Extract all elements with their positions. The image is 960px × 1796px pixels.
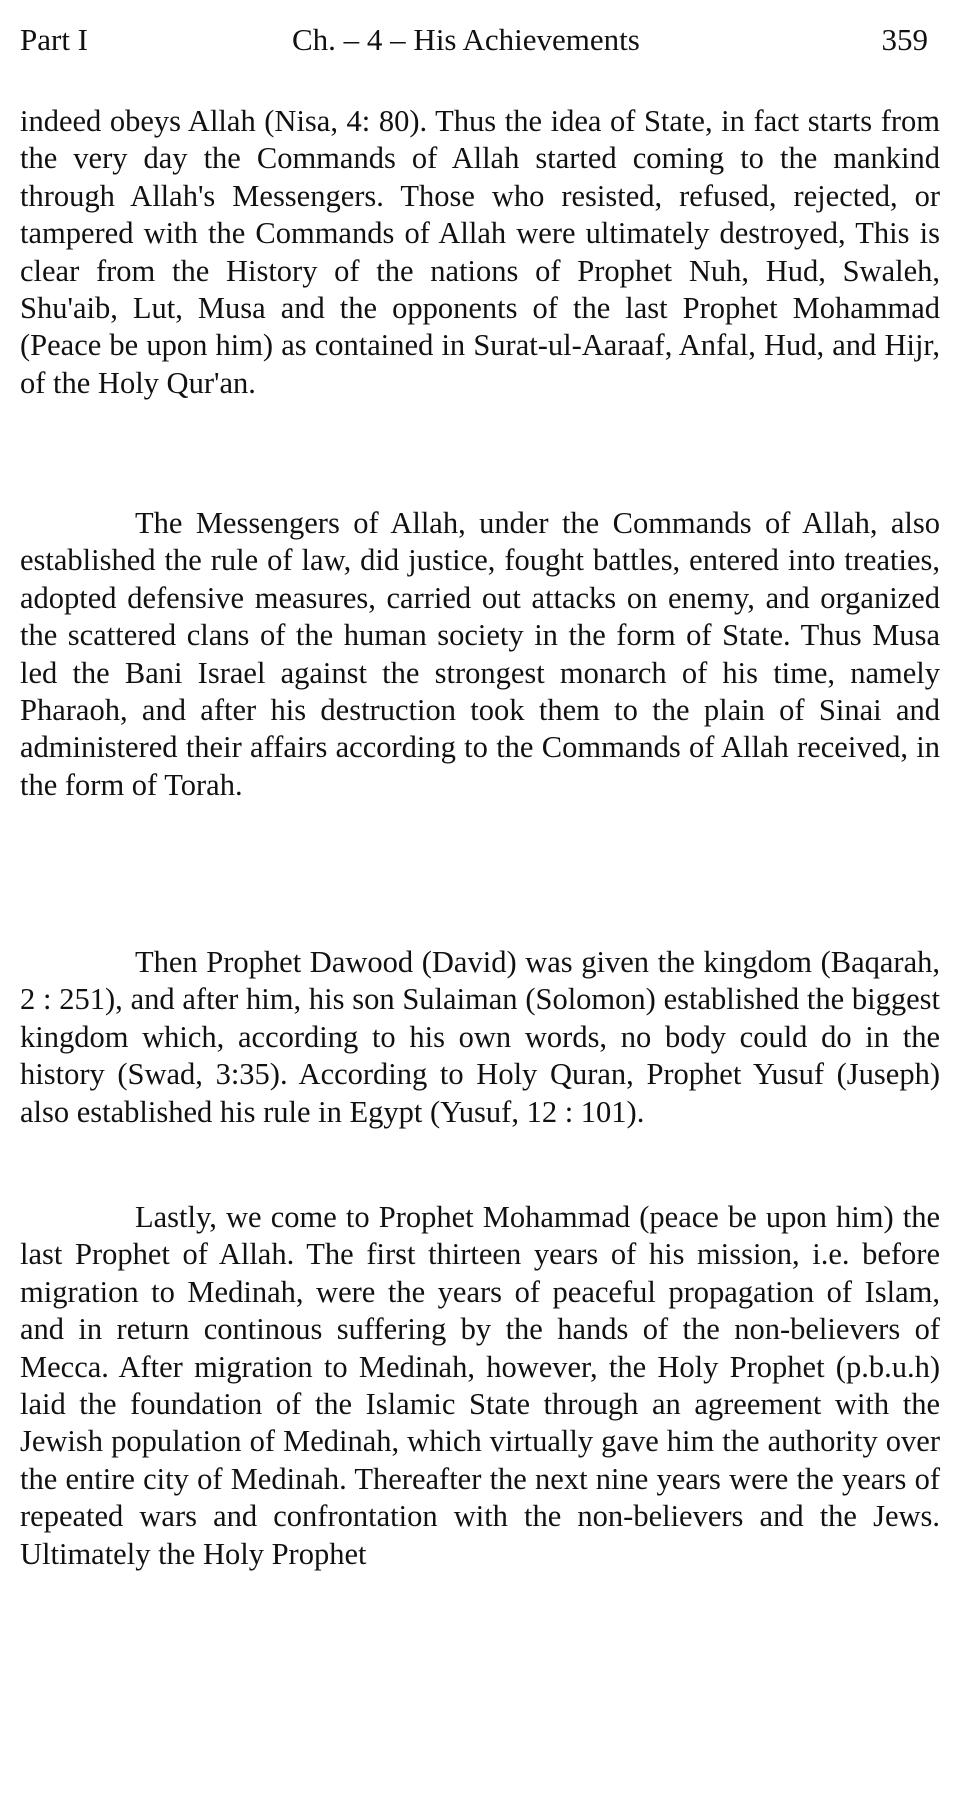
paragraph-4: Lastly, we come to Prophet Mohammad (peace be upon him) the last Prophet of Allah. The first thirteen years of his mission, i.e. before migration to Medinah, were the years of peaceful propagation of Islam, and in return continous suffering by the hands of the non-believers of Mecca. After migration to Medinah, however, the Holy Prophet (p.b.u.h) laid the foundation of the Islamic State through an agreement with the Jewish population of Medinah, which virtually gave him the authority over the entire city of Medinah. Thereafter the next nine years were the years of repeated wars and confrontation with the non-believers and the Jews. Ultimately the Holy Prophet	[20, 1200, 940, 1571]
chapter-title: Ch. – 4 – His Achievements	[292, 22, 640, 57]
paragraph-3: Then Prophet Dawood (David) was given the kingdom (Baqarah, 2 : 251), and after him, his son Sulaiman (Solomon) established the biggest kingdom which, according to his own words, no body could do in the history (Swad, 3:35). According to Holy Quran, Prophet Yusuf (Juseph) also established his rule in Egypt (Yusuf, 12 : 101).	[20, 945, 940, 1129]
running-header	[20, 0, 940, 80]
page-number: 359	[881, 22, 928, 57]
part-label: Part I	[20, 22, 89, 57]
paragraph-1: indeed obeys Allah (Nisa, 4: 80). Thus the idea of State, in fact starts from the very day the Commands of Allah started coming to the mankind through Allah's Messengers. Those who resisted, refused, rejected, or tampered with the Commands of Allah were ultimately destroyed, This is clear from the History of the nations of Prophet Nuh, Hud, Swaleh, Shu'aib, Lut, Musa and the opponents of the last Prophet Mohammad (Peace be upon him) as contained in Surat-ul-Aaraaf, Anfal, Hud, and Hijr, of the Holy Qur'an.	[20, 104, 940, 400]
paragraph-2: The Messengers of Allah, under the Commands of Allah, also established the rule of law, did justice, fought battles, entered into treaties, adopted defensive measures, carried out attacks on enemy, and organized the scattered clans of the human society in the form of State. Thus Musa led the Bani Israel against the strongest monarch of his time, namely Pharaoh, and after his destruction took them to the plain of Sinai and administered their affairs according to the Commands of Allah received, in the form of Torah.	[20, 506, 940, 802]
book-page	[20, 0, 940, 1571]
